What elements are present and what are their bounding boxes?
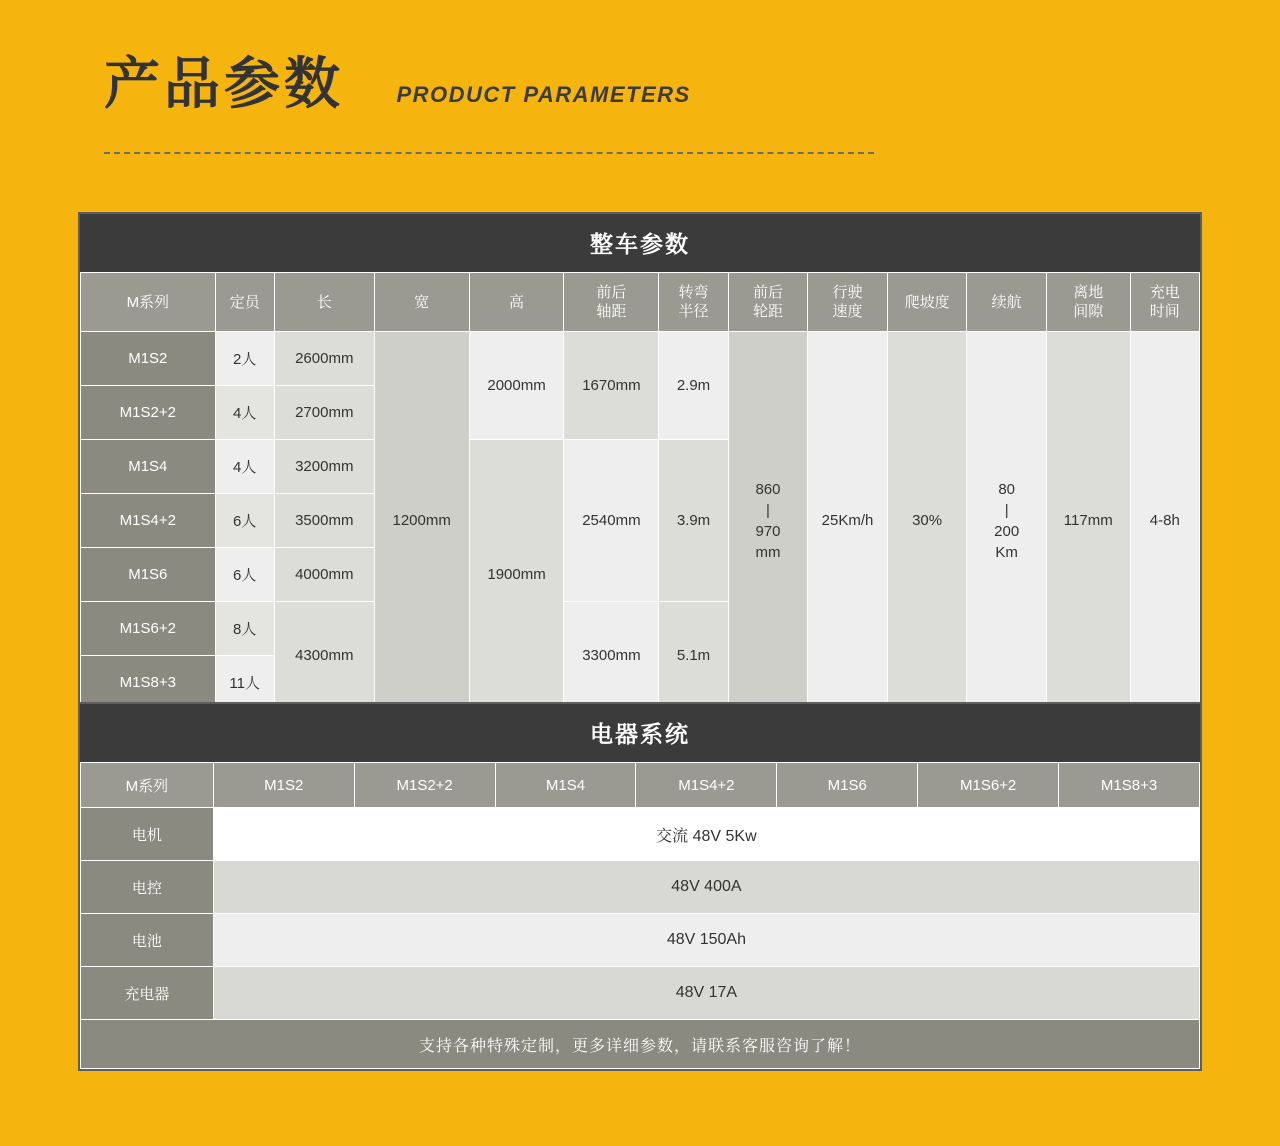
elec-row-label-motor: 电机: [81, 808, 214, 861]
col-header-turning-line1: 转弯: [678, 284, 709, 301]
col-header-charging-line2: 时间: [1149, 303, 1180, 320]
range-all: [967, 332, 1047, 710]
elec-col-header-m1s2-2: M1S2+2: [354, 763, 495, 808]
elec-col-header-m1s6: M1S6: [777, 763, 918, 808]
table-row: [81, 808, 1200, 861]
col-header-track-line1: 前后: [752, 284, 783, 301]
elec-col-header-m1s4-2: M1S4+2: [636, 763, 777, 808]
wheelbase-2540: 2540mm: [564, 440, 659, 602]
seats-m1s2: 2人: [215, 332, 274, 386]
length-4300: 4300mm: [274, 602, 374, 710]
electric-system-table: [80, 762, 1200, 1069]
col-header-seats: 定员: [215, 273, 274, 332]
col-header-wheelbase: [564, 273, 659, 332]
col-header-speed-line2: 速度: [832, 303, 863, 320]
elec-row-label-battery: 电池: [81, 914, 214, 967]
col-header-speed: [808, 273, 888, 332]
elec-row-value-charger: 48V 17A: [213, 967, 1199, 1020]
elec-col-header-m1s4: M1S4: [495, 763, 636, 808]
elec-row-label-controller: 电控: [81, 861, 214, 914]
electric-header-row: [81, 763, 1200, 808]
col-header-clearance: [1046, 273, 1130, 332]
model-m1s6: M1S6: [81, 548, 216, 602]
height-1900: 1900mm: [469, 440, 564, 710]
gradeability-all: 30%: [887, 332, 967, 710]
col-header-track: [728, 273, 808, 332]
range-line2: |: [1004, 501, 1009, 519]
table-header-row: [81, 273, 1200, 332]
length-m1s4-2: 3500mm: [274, 494, 374, 548]
vehicle-parameters-block: [78, 212, 1202, 712]
model-m1s8-3: M1S8+3: [81, 656, 216, 710]
table-row: [81, 861, 1200, 914]
turning-radius-29: 2.9m: [659, 332, 728, 440]
turning-radius-51: 5.1m: [659, 602, 728, 710]
elec-col-header-m1s8-3: M1S8+3: [1059, 763, 1200, 808]
elec-row-label-charger: 充电器: [81, 967, 214, 1020]
page-header: [104, 52, 1184, 162]
table-row: [81, 332, 1200, 386]
seats-m1s6: 6人: [215, 548, 274, 602]
elec-col-header-m1s2: M1S2: [213, 763, 354, 808]
model-m1s4-2: M1S4+2: [81, 494, 216, 548]
table-row: [81, 914, 1200, 967]
col-header-wheelbase-line1: 前后: [596, 284, 627, 301]
length-m1s2: 2600mm: [274, 332, 374, 386]
col-header-clearance-line2: 间隙: [1073, 303, 1104, 320]
col-header-height: 高: [469, 273, 564, 332]
elec-row-value-motor: 交流 48V 5Kw: [213, 808, 1199, 861]
col-header-model: M系列: [81, 273, 216, 332]
height-2000: 2000mm: [469, 332, 564, 440]
col-header-speed-line1: 行驶: [832, 284, 863, 301]
electric-footer-note: 支持各种特殊定制，更多详细参数，请联系客服咨询了解！: [81, 1020, 1200, 1069]
model-m1s6-2: M1S6+2: [81, 602, 216, 656]
col-header-range: 续航: [967, 273, 1047, 332]
col-header-gradeability: 爬坡度: [887, 273, 967, 332]
speed-all: 25Km/h: [808, 332, 888, 710]
elec-row-value-controller: 48V 400A: [213, 861, 1199, 914]
elec-col-header-model: M系列: [81, 763, 214, 808]
turning-radius-39: 3.9m: [659, 440, 728, 602]
model-m1s2: M1S2: [81, 332, 216, 386]
col-header-charging-line1: 充电: [1149, 284, 1180, 301]
track-line3: 970: [755, 522, 781, 540]
col-header-width: 宽: [374, 273, 469, 332]
electric-section-title: 电器系统: [80, 704, 1200, 762]
seats-m1s6-2: 8人: [215, 602, 274, 656]
range-line3: 200: [994, 522, 1020, 540]
length-m1s2-2: 2700mm: [274, 386, 374, 440]
model-m1s4: M1S4: [81, 440, 216, 494]
col-header-clearance-line1: 离地: [1073, 284, 1104, 301]
header-divider: [104, 152, 874, 154]
col-header-turning-line2: 半径: [678, 303, 709, 320]
charging-time-all: 4-8h: [1130, 332, 1199, 710]
seats-m1s4: 4人: [215, 440, 274, 494]
vehicle-parameters-table: [80, 272, 1200, 710]
length-m1s4: 3200mm: [274, 440, 374, 494]
elec-col-header-m1s6-2: M1S6+2: [918, 763, 1059, 808]
elec-row-value-battery: 48V 150Ah: [213, 914, 1199, 967]
range-line4: Km: [995, 543, 1018, 561]
electric-system-block: [78, 702, 1202, 1071]
table-footer-row: [81, 1020, 1200, 1069]
col-header-charging: [1130, 273, 1199, 332]
page-title-cn: 产品参数: [104, 52, 344, 115]
seats-m1s2-2: 4人: [215, 386, 274, 440]
seats-m1s4-2: 6人: [215, 494, 274, 548]
wheelbase-1670: 1670mm: [564, 332, 659, 440]
range-line1: 80: [998, 480, 1015, 498]
track-line4: mm: [755, 543, 781, 561]
length-m1s6: 4000mm: [274, 548, 374, 602]
track-line1: 860: [755, 480, 781, 498]
col-header-track-line2: 轮距: [752, 303, 783, 320]
ground-clearance-all: 117mm: [1046, 332, 1130, 710]
wheelbase-3300: 3300mm: [564, 602, 659, 710]
track-line2: |: [766, 501, 770, 519]
seats-m1s8-3: 11人: [215, 656, 274, 710]
width-all: 1200mm: [374, 332, 469, 710]
col-header-wheelbase-line2: 轴距: [596, 303, 627, 320]
col-header-length: 长: [274, 273, 374, 332]
col-header-turning-radius: [659, 273, 728, 332]
table-row: [81, 967, 1200, 1020]
model-m1s2-2: M1S2+2: [81, 386, 216, 440]
page-title-en: PRODUCT PARAMETERS: [396, 82, 691, 107]
vehicle-section-title: 整车参数: [80, 214, 1200, 272]
track-all: [728, 332, 808, 710]
